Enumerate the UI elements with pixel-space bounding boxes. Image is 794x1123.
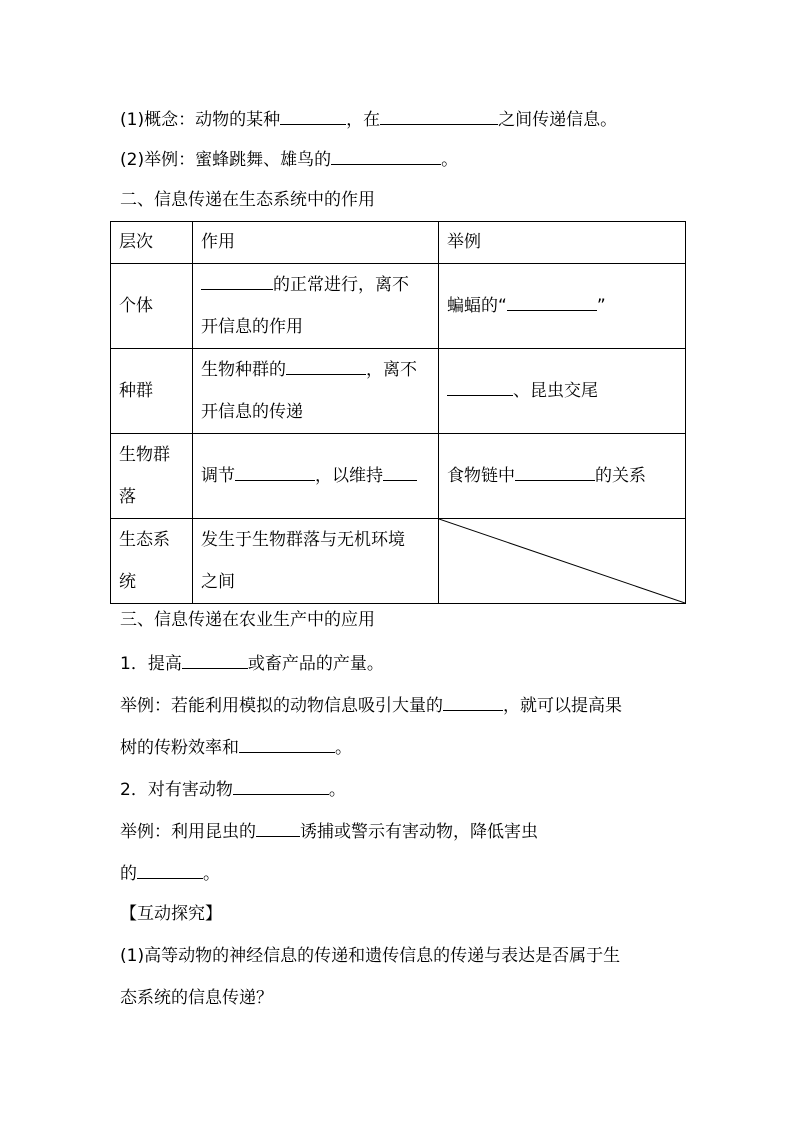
section3-title: 三、信息传递在农业生产中的应用 [120,610,375,630]
level-cell: 个体 [111,264,193,349]
role-cell: 发生于生物群落与无机环境 之间 [193,519,439,604]
blank [235,462,315,481]
role-cell: 调节 ，以维持 [193,434,439,519]
item2-example-line1: 举例：利用昆虫的 诱捕或警示有害动物，降低害虫 [120,818,538,844]
interactive-title: 【互动探究】 [120,904,222,924]
header-cell: 层次 [111,222,193,264]
item1-line: 1．提高 或畜产品的产量。 [120,650,384,676]
question-line1: (1)高等动物的神经信息的传递和遗传信息的传递与表达是否属于生 [120,946,621,966]
blank [256,818,300,837]
concept-line [120,106,617,132]
example-cell: 蝙蝠的“ ” [439,264,686,349]
role-cell: 生物种群的 ，离不 开信息的传递 [193,349,439,434]
blank [182,650,248,669]
header-cell: 作用 [193,222,439,264]
blank [280,106,346,125]
concept-text-3: 之间传递信息。 [498,110,618,130]
example-cell: 食物链中 的关系 [439,434,686,519]
example-text-2: 。 [441,150,459,170]
table-row [111,349,686,434]
concept-text-2: ，在 [346,110,381,130]
blank [443,692,503,711]
blank [380,106,498,125]
header-cell: 举例 [439,222,686,264]
diagonal-line [439,519,685,603]
blank [515,462,595,481]
table-row [111,264,686,349]
example-cell: 、昆虫交尾 [439,349,686,434]
blank [383,462,417,481]
blank [233,776,329,795]
blank [507,292,597,311]
item1-example-line2: 树的传粉效率和 。 [120,734,352,760]
blank [201,271,273,290]
item2-line: 2．对有害动物 。 [120,776,346,802]
blank [239,734,335,753]
blank [447,377,513,396]
level-cell: 生物群 落 [111,434,193,519]
table-header-row [111,222,686,264]
concept-text-1: (1)概念：动物的某种 [120,110,281,130]
item2-example-line2: 的 。 [120,860,220,886]
info-table [110,221,686,604]
diagonal-cell [439,519,686,604]
table-row [111,519,686,604]
example-text-1: (2)举例：蜜蜂跳舞、雄鸟的 [120,150,332,170]
blank [137,860,203,879]
blank [331,146,441,165]
level-cell: 种群 [111,349,193,434]
role-cell: 的正常进行，离不 开信息的作用 [193,264,439,349]
section2-title: 二、信息传递在生态系统中的作用 [120,190,375,210]
table-row [111,434,686,519]
blank [286,356,366,375]
question-line2: 态系统的信息传递？ [120,988,273,1008]
level-cell: 生态系 统 [111,519,193,604]
item1-example-line1: 举例：若能利用模拟的动物信息吸引大量的 ，就可以提高果 [120,692,622,718]
example-line [120,146,458,172]
